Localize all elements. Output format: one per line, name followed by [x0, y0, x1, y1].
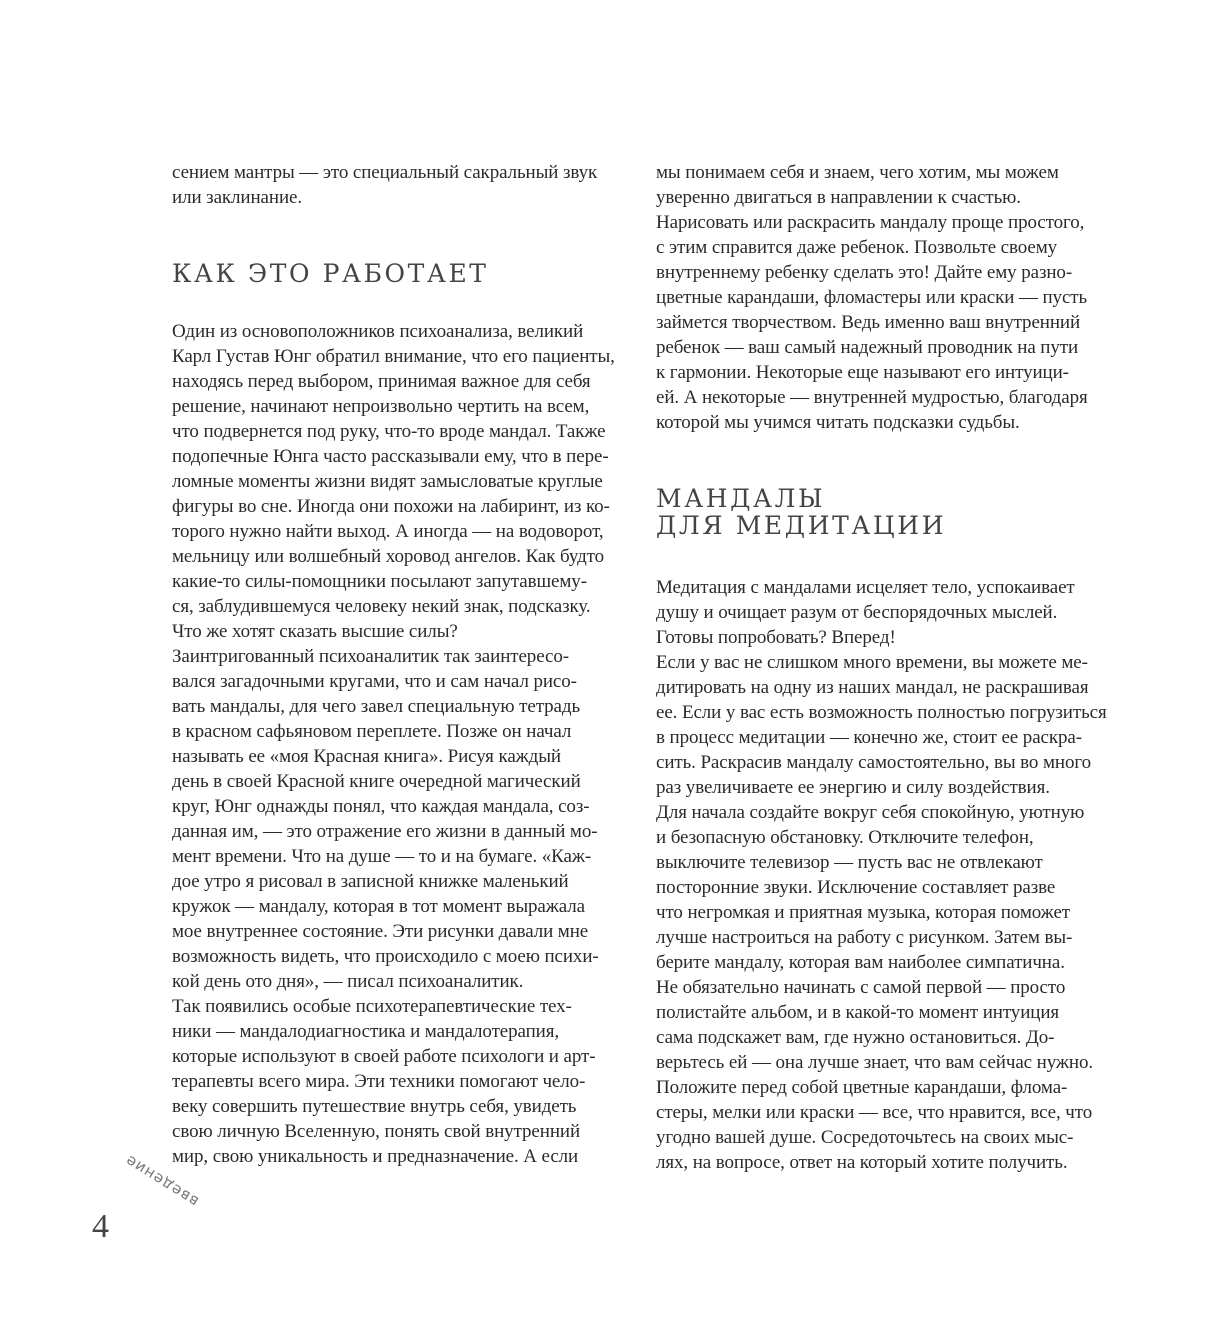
text-line: Карл Густав Юнг обратил внимание, что его пациенты,: [172, 346, 615, 367]
text-line: лях, на вопросе, ответ на который хотите получить.: [656, 1152, 1068, 1173]
text-line: которой мы учимся читать подсказки судьбы.: [656, 412, 1020, 433]
text-line: Что же хотят сказать высшие силы?: [172, 621, 458, 642]
text-line: что подвернется под руку, что-то вроде мандал. Также: [172, 421, 606, 442]
text-line: находясь перед выбором, принимая важное для себя: [172, 371, 591, 392]
text-line: ломные моменты жизни видят замысловатые круглые: [172, 471, 603, 492]
right-body-text: [656, 575, 1108, 1175]
text-line: в красном сафьяновом переплете. Позже он начал: [172, 721, 572, 742]
text-line: ей. А некоторые — внутренней мудростью, благодаря: [656, 387, 1088, 408]
text-line: Если у вас не слишком много времени, вы можете ме-: [656, 652, 1088, 673]
right-column: [656, 160, 1108, 1175]
text-line: цветные карандаши, фломастеры или краски — пусть: [656, 287, 1088, 308]
text-line: дое утро я рисовал в записной книжке маленький: [172, 871, 569, 892]
text-line: данная им, — это отражение его жизни в данный мо-: [172, 821, 598, 842]
text-line: к гармонии. Некоторые еще называют его интуици-: [656, 362, 1069, 383]
text-line: верьтесь ей — она лучше знает, что вам сейчас нужно.: [656, 1052, 1093, 1073]
section-heading-how-it-works: [172, 260, 624, 287]
text-line: терапевты всего мира. Эти техники помогают чело-: [172, 1071, 586, 1092]
text-line: возможность видеть, что происходило с моею психи-: [172, 946, 599, 967]
section-heading-mandalas-meditation: [656, 485, 1108, 539]
text-line: Один из основоположников психоанализа, великий: [172, 321, 584, 342]
text-line: мое внутреннее состояние. Эти рисунки давали мне: [172, 921, 589, 942]
text-line: Положите перед собой цветные карандаши, флома-: [656, 1077, 1068, 1098]
text-line: подопечные Юнга часто рассказывали ему, что в пере-: [172, 446, 609, 467]
right-intro-paragraph: [656, 160, 1108, 435]
text-line: вать мандалы, для чего завел специальную тетрадь: [172, 696, 581, 717]
text-line: фигуры во сне. Иногда они похожи на лабиринт, из ко-: [172, 496, 610, 517]
text-line: которые используют в своей работе психологи и арт-: [172, 1046, 596, 1067]
text-line: берите мандалу, которая вам наиболее симпатична.: [656, 952, 1065, 973]
text-line: торого нужно найти выход. А иногда — на водоворот,: [172, 521, 604, 542]
text-line: ники — мандалодиагностика и мандалотерапия,: [172, 1021, 560, 1042]
text-line: ребенок — ваш самый надежный проводник на пути: [656, 337, 1079, 358]
text-line: веку совершить путешествие внутрь себя, увидеть: [172, 1096, 577, 1117]
text-line: свою личную Вселенную, понять свой внутренний: [172, 1121, 581, 1142]
text-line: Готовы попробовать? Вперед!: [656, 627, 896, 648]
text-line: угодно вашей душе. Сосредоточьтесь на своих мыс-: [656, 1127, 1074, 1148]
text-line: круг, Юнг однажды понял, что каждая мандала, соз-: [172, 796, 590, 817]
text-line: лучше настроиться на работу с рисунком. Затем вы-: [656, 927, 1073, 948]
text-line: решение, начинают непроизвольно чертить на всем,: [172, 396, 590, 417]
text-line: или заклинание.: [172, 187, 303, 208]
text-line: ее. Если у вас есть возможность полностью погрузиться: [656, 702, 1107, 723]
text-line: ся, заблудившемуся человеку некий знак, подсказку.: [172, 596, 591, 617]
text-line: Нарисовать или раскрасить мандалу проще простого,: [656, 212, 1085, 233]
text-line: сама подскажет вам, где нужно остановиться. До-: [656, 1027, 1055, 1048]
page-number: 4: [92, 1208, 109, 1245]
text-line: в процесс медитации — конечно же, стоит ее раскра-: [656, 727, 1082, 748]
text-line: и безопасную обстановку. Отключите телефон,: [656, 827, 1034, 848]
text-line: раз увеличиваете ее энергию и силу воздействия.: [656, 777, 1050, 798]
text-line: займется творчеством. Ведь именно ваш внутренний: [656, 312, 1081, 333]
text-line: внутреннему ребенку сделать это! Дайте ему разно-: [656, 262, 1073, 283]
text-line: сить. Раскрасив мандалу самостоятельно, вы во много: [656, 752, 1091, 773]
text-line: мельницу или волшебный хоровод ангелов. Как будто: [172, 546, 604, 567]
text-line: дитировать на одну из наших мандал, не раскрашивая: [656, 677, 1089, 698]
text-line: мы понимаем себя и знаем, чего хотим, мы можем: [656, 162, 1059, 183]
text-line: Не обязательно начинать с самой первой — просто: [656, 977, 1066, 998]
left-column: [172, 160, 624, 1169]
text-line: что негромкая и приятная музыка, которая поможет: [656, 902, 1070, 923]
text-line: полистайте альбом, и в какой-то момент интуиция: [656, 1002, 1060, 1023]
text-line: выключите телевизор — пусть вас не отвлекают: [656, 852, 1043, 873]
text-line: кой день ото дня», — писал психоаналитик.: [172, 971, 524, 992]
text-line: называть ее «моя Красная книга». Рисуя каждый: [172, 746, 561, 767]
text-line: Медитация с мандалами исцеляет тело, успокаивает: [656, 577, 1075, 598]
text-line: вался загадочными кругами, что и сам начал рисо-: [172, 671, 577, 692]
text-line: уверенно двигаться в направлении к счастью.: [656, 187, 1021, 208]
text-line: с этим справится даже ребенок. Позвольте своему: [656, 237, 1058, 258]
running-head: введение: [121, 1151, 202, 1211]
text-line: посторонние звуки. Исключение составляет разве: [656, 877, 1056, 898]
left-body-text: [172, 319, 624, 1169]
text-line: какие-то силы-помощники посылают запутавшему-: [172, 571, 587, 592]
text-line: Заинтригованный психоаналитик так заинтересо-: [172, 646, 569, 667]
text-line: душу и очищает разум от беспорядочных мыслей.: [656, 602, 1058, 623]
text-line: мент времени. Что на душе — то и на бумаге. «Каж-: [172, 846, 592, 867]
left-intro-paragraph: [172, 160, 624, 210]
heading-line: КАК ЭТО РАБОТАЕТ: [172, 259, 489, 288]
text-line: день в своей Красной книге очередной магический: [172, 771, 581, 792]
heading-line: ДЛЯ МЕДИТАЦИИ: [656, 511, 947, 540]
text-line: кружок — мандалу, которая в тот момент выражала: [172, 896, 585, 917]
text-line: Для начала создайте вокруг себя спокойную, уютную: [656, 802, 1085, 823]
heading-line: МАНДАЛЫ: [656, 484, 826, 513]
text-line: сением мантры — это специальный сакральный звук: [172, 162, 598, 183]
text-line: Так появились особые психотерапевтические тех-: [172, 996, 572, 1017]
text-line: мир, свою уникальность и предназначение. А если: [172, 1146, 579, 1167]
text-line: стеры, мелки или краски — все, что нравится, все, что: [656, 1102, 1093, 1123]
